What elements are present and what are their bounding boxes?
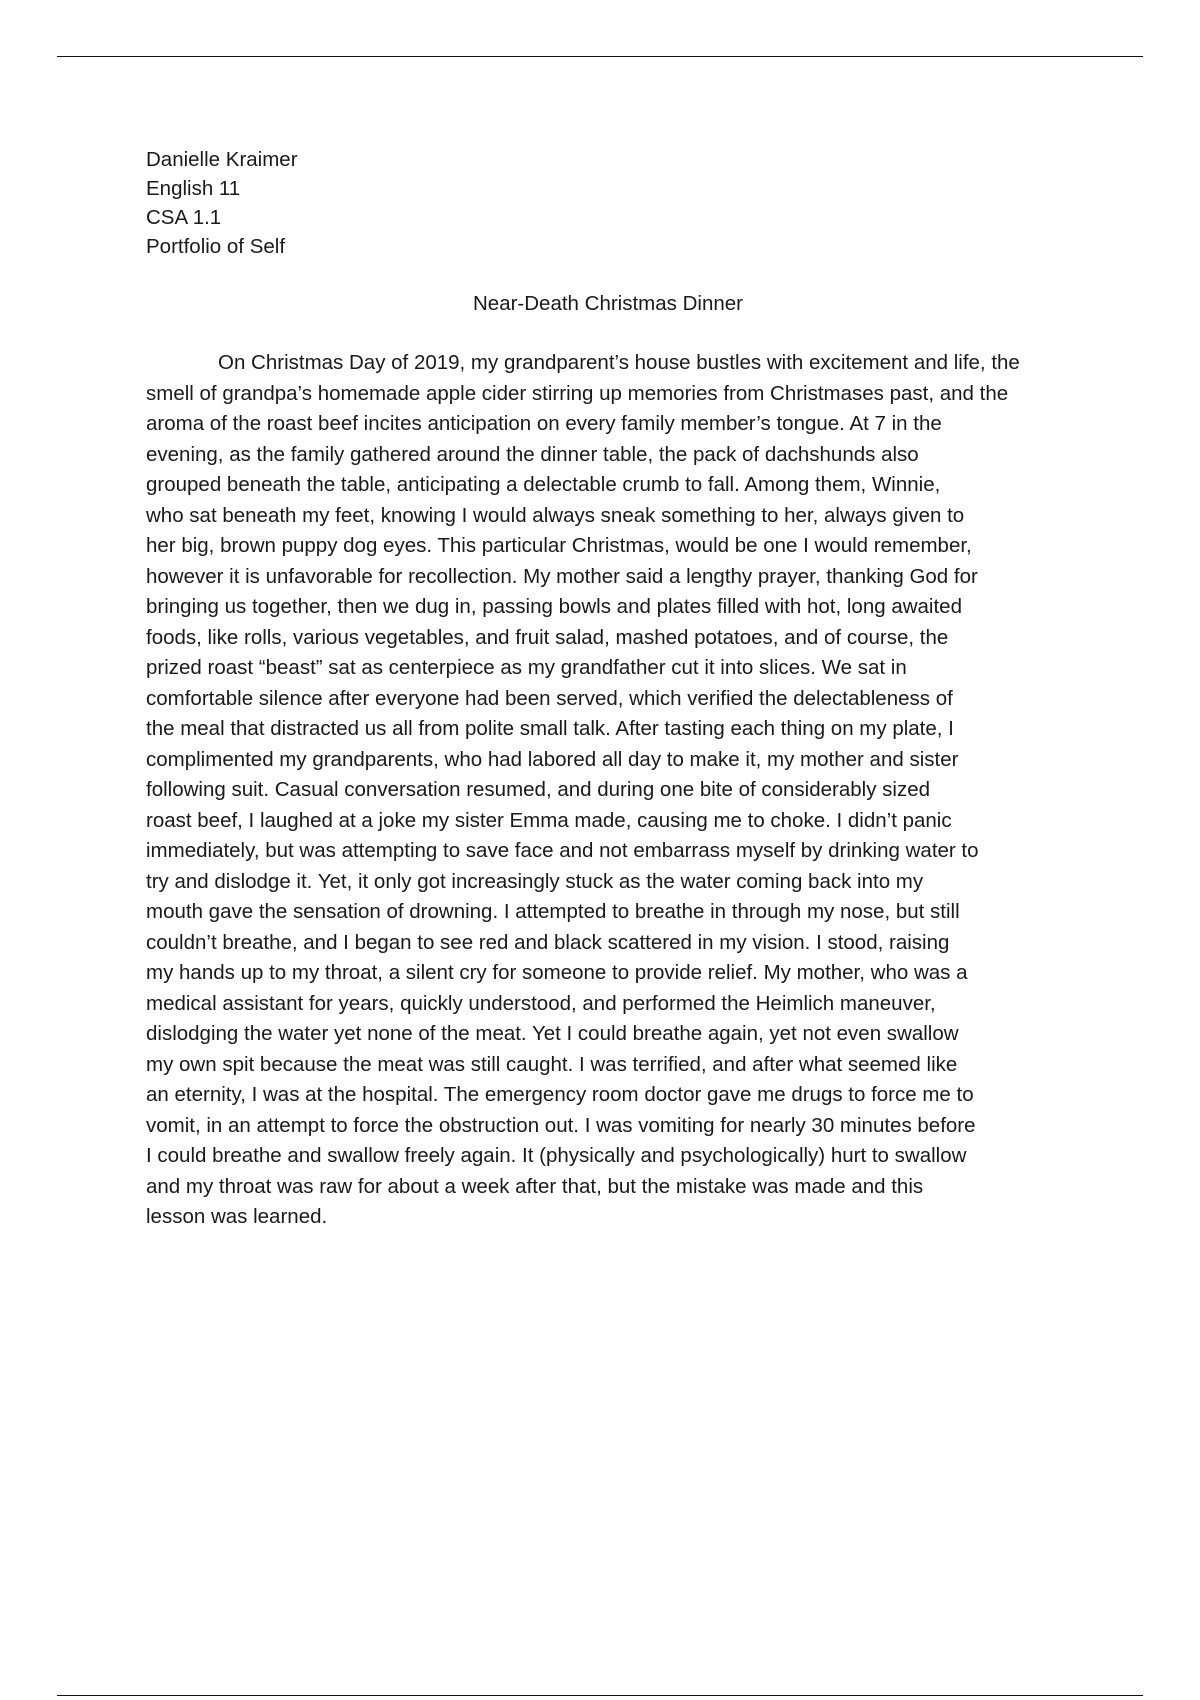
document-page xyxy=(146,145,1096,1228)
body-line: On Christmas Day of 2019, my grandparent’s house bustles with excitement and life, the xyxy=(218,351,1020,374)
body-line: following suit. Casual conversation resumed, and during one bite of considerably sized xyxy=(146,778,931,801)
body-line: try and dislodge it. Yet, it only got increasingly stuck as the water coming back into my xyxy=(146,869,924,893)
body-line: bringing us together, then we dug in, passing bowls and plates filled with hot, long awaited xyxy=(146,595,962,618)
body-line: complimented my grandparents, who had labored all day to make it, my mother and sister xyxy=(146,747,959,771)
body-line: immediately, but was attempting to save face and not embarrass myself by drinking water to xyxy=(146,839,979,862)
body-line: prized roast “beast” sat as centerpiece as my grandfather cut it into slices. We sat in xyxy=(146,656,907,679)
body-line: however it is unfavorable for recollection. My mother said a lengthy prayer, thanking God for xyxy=(146,564,978,588)
body-line: medical assistant for years, quickly understood, and performed the Heimlich maneuver, xyxy=(146,991,936,1015)
body-line: and my throat was raw for about a week after that, but the mistake was made and this xyxy=(146,1174,924,1198)
essay-paragraph xyxy=(146,348,1096,1233)
bottom-page-divider xyxy=(57,1695,1143,1696)
body-line: roast beef, I laughed at a joke my sister Emma made, causing me to choke. I didn’t panic xyxy=(146,808,952,832)
body-line: an eternity, I was at the hospital. The emergency room doctor gave me drugs to force me to xyxy=(146,1083,974,1106)
essay-body xyxy=(146,348,1096,1233)
body-line: my own spit because the meat was still caught. I was terrified, and after what seemed like xyxy=(146,1052,958,1076)
body-line: smell of grandpa’s homemade apple cider stirring up memories from Christmases past, and the xyxy=(146,381,1009,405)
body-line: grouped beneath the table, anticipating a delectable crumb to fall. Among them, Winnie, xyxy=(146,473,941,496)
body-line: vomit, in an attempt to force the obstruction out. I was vomiting for nearly 30 minutes before xyxy=(146,1113,976,1137)
assignment-code: CSA 1.1 xyxy=(146,206,222,229)
portfolio-title: Portfolio of Self xyxy=(146,235,286,258)
body-line: the meal that distracted us all from polite small talk. After tasting each thing on my plate, I xyxy=(146,717,954,740)
body-line: I could breathe and swallow freely again. It (physically and psychologically) hurt to swallow xyxy=(146,1144,967,1167)
author-name: Danielle Kraimer xyxy=(146,148,298,171)
top-page-divider xyxy=(57,56,1143,57)
body-line: my hands up to my throat, a silent cry for someone to provide relief. My mother, who was a xyxy=(146,961,968,984)
body-line: comfortable silence after everyone had been served, which verified the delectableness of xyxy=(146,686,953,710)
body-line: aroma of the roast beef incites anticipation on every family member’s tongue. At 7 in the xyxy=(146,412,942,435)
body-line: who sat beneath my feet, knowing I would always sneak something to her, always given to xyxy=(146,503,965,527)
body-line: evening, as the family gathered around the dinner table, the pack of dachshunds also xyxy=(146,442,919,466)
body-line: mouth gave the sensation of drowning. I attempted to breathe in through my nose, but still xyxy=(146,900,960,923)
body-line: foods, like rolls, various vegetables, and fruit salad, mashed potatoes, and of course, the xyxy=(146,625,949,649)
header-block xyxy=(146,145,1096,261)
body-line: dislodging the water yet none of the meat. Yet I could breathe again, yet not even swallow xyxy=(146,1022,959,1045)
body-line: lesson was learned. xyxy=(146,1205,328,1228)
body-line: her big, brown puppy dog eyes. This particular Christmas, would be one I would remember, xyxy=(146,534,972,557)
course-name: English 11 xyxy=(146,177,241,200)
body-line: couldn’t breathe, and I began to see red and black scattered in my vision. I stood, raising xyxy=(146,930,950,954)
essay-title: Near-Death Christmas Dinner xyxy=(472,292,743,315)
